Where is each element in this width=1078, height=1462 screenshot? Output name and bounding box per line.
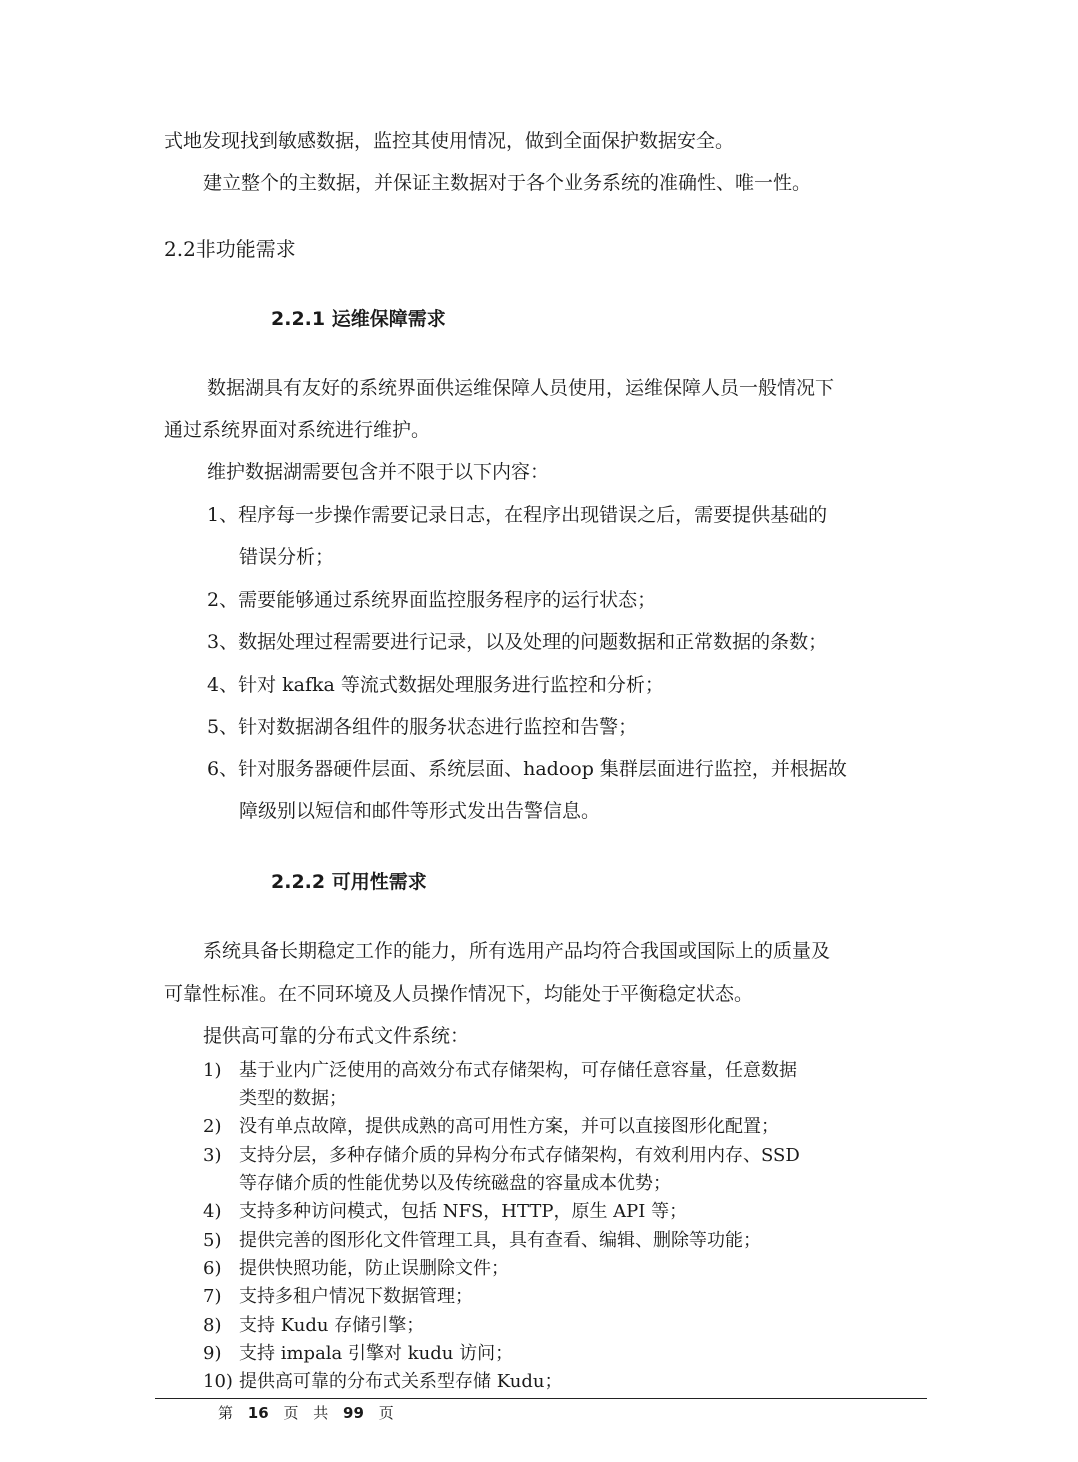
ops-list-item: 4、针对 kafka 等流式数据处理服务进行监控和分析； [207, 674, 664, 696]
page-number: 16 [247, 1404, 269, 1422]
footer-divider [155, 1398, 927, 1399]
footer-word: 页 [378, 1404, 394, 1422]
list-number: 4) [203, 1201, 222, 1222]
ops-list-item: 2、需要能够通过系统界面监控服务程序的运行状态； [207, 589, 657, 611]
list-text: 基于业内广泛使用的高效分布式存储架构，可存储任意容量，任意数据 [239, 1060, 797, 1081]
availability-list-item [203, 1343, 513, 1365]
paragraph-continuation: 式地发现找到敏感数据，监控其使用情况，做到全面保护数据安全。 [164, 130, 735, 152]
footer-word: 共 [313, 1404, 329, 1422]
availability-list-item [203, 1145, 800, 1167]
list-number: 10) [203, 1371, 233, 1392]
footer-word: 第 [218, 1404, 234, 1422]
availability-paragraph-line2: 可靠性标准。在不同环境及人员操作情况下，均能处于平衡稳定状态。 [164, 983, 754, 1005]
list-number: 1) [203, 1060, 222, 1081]
ops-list-item: 1、程序每一步操作需要记录日志，在程序出现错误之后，需要提供基础的 [207, 504, 828, 526]
ops-list-item: 3、数据处理过程需要进行记录，以及处理的问题数据和正常数据的条数； [207, 631, 828, 653]
ops-list-item-cont: 错误分析； [239, 546, 335, 568]
list-text: 支持多租户情况下数据管理； [239, 1286, 473, 1307]
availability-list-intro: 提供高可靠的分布式文件系统： [203, 1025, 470, 1047]
availability-list-item [203, 1060, 797, 1082]
list-text: 支持 Kudu 存储引擎； [239, 1315, 425, 1336]
list-text: 提供高可靠的分布式关系型存储 Kudu； [239, 1371, 563, 1392]
list-number: 5) [203, 1230, 222, 1251]
footer-word: 页 [283, 1404, 299, 1422]
list-number: 8) [203, 1315, 222, 1336]
list-number: 6) [203, 1258, 222, 1279]
ops-paragraph-line2: 通过系统界面对系统进行维护。 [164, 419, 431, 441]
list-number: 9) [203, 1343, 222, 1364]
availability-list-item [203, 1116, 779, 1138]
subsection-heading-availability: 2.2.2 可用性需求 [271, 871, 427, 893]
list-text: 提供快照功能，防止误删除文件； [239, 1258, 509, 1279]
ops-list-item: 5、针对数据湖各组件的服务状态进行监控和告警； [207, 716, 638, 738]
list-text: 支持多种访问模式，包括 NFS，HTTP，原生 API 等； [239, 1201, 688, 1222]
availability-list-item [203, 1286, 473, 1308]
ops-list-item: 6、针对服务器硬件层面、系统层面、hadoop 集群层面进行监控，并根据故 [207, 758, 847, 780]
section-heading: 2.2非功能需求 [164, 237, 296, 261]
availability-paragraph-line1: 系统具备长期稳定工作的能力，所有选用产品均符合我国或国际上的质量及 [203, 940, 831, 962]
list-text: 没有单点故障，提供成熟的高可用性方案，并可以直接图形化配置； [239, 1116, 779, 1137]
list-text: 类型的数据； [239, 1088, 347, 1109]
list-number: 3) [203, 1145, 222, 1166]
subsection-heading-ops: 2.2.1 运维保障需求 [271, 308, 446, 330]
list-number: 7) [203, 1286, 222, 1307]
ops-paragraph-line1: 数据湖具有友好的系统界面供运维保障人员使用，运维保障人员一般情况下 [207, 377, 835, 399]
paragraph-master-data: 建立整个的主数据，并保证主数据对于各个业务系统的准确性、唯一性。 [203, 172, 812, 194]
total-pages: 99 [343, 1404, 364, 1422]
availability-list-item [203, 1258, 509, 1280]
availability-list-item [203, 1315, 424, 1337]
list-text: 支持分层，多种存储介质的异构分布式存储架构，有效利用内存、SSD [239, 1145, 800, 1166]
ops-list-intro: 维护数据湖需要包含并不限于以下内容： [207, 461, 550, 483]
ops-list-item-cont: 障级别以短信和邮件等形式发出告警信息。 [239, 800, 601, 822]
availability-list-item [203, 1230, 761, 1252]
availability-list-item-cont [203, 1088, 347, 1110]
availability-list-item-cont [203, 1173, 671, 1195]
list-text: 等存储介质的性能优势以及传统磁盘的容量成本优势； [239, 1173, 671, 1194]
list-number: 2) [203, 1116, 222, 1137]
availability-list-item [203, 1371, 562, 1393]
page-footer [218, 1403, 404, 1423]
list-text: 提供完善的图形化文件管理工具，具有查看、编辑、删除等功能； [239, 1230, 761, 1251]
availability-list-item [203, 1201, 687, 1223]
list-text: 支持 impala 引擎对 kudu 访问； [239, 1343, 514, 1364]
